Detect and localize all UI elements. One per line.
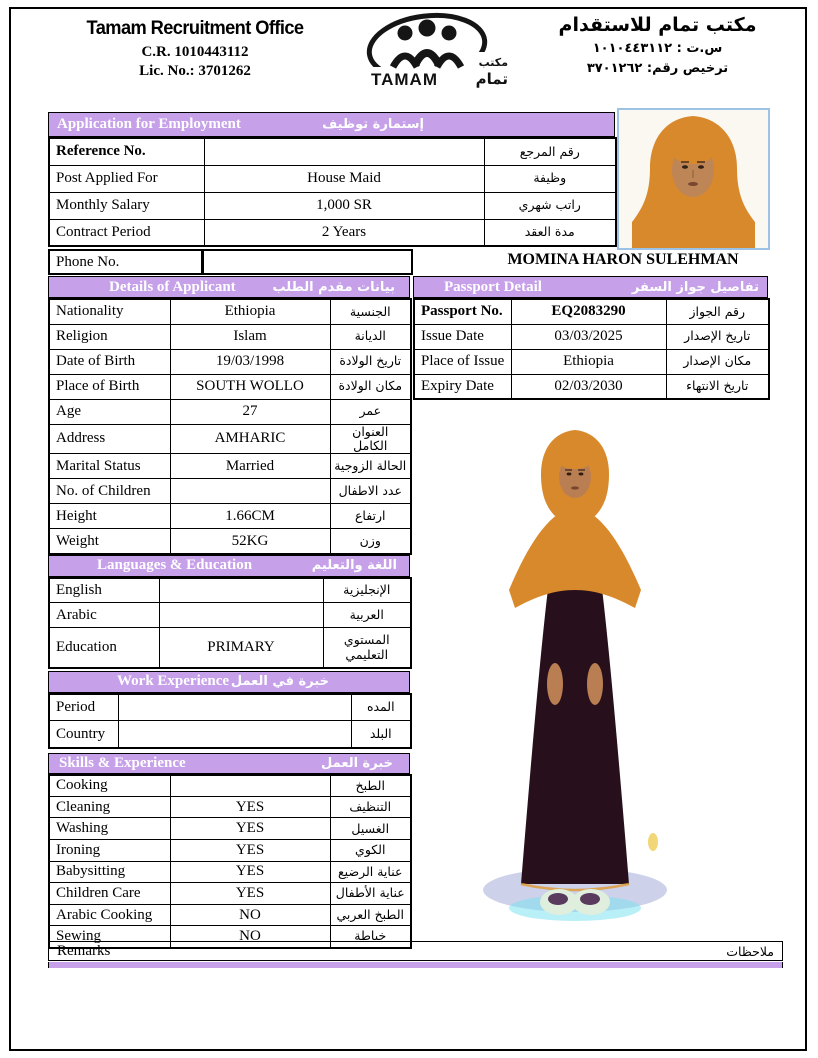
tamam-logo-icon [363,10,511,90]
row-label-arabic: وزن [330,529,411,554]
row-label: Monthly Salary [49,192,204,219]
section-header-application [48,112,615,137]
table-row [49,603,411,628]
letterhead-left [70,18,320,80]
row-label: Address [49,424,170,454]
row-value: 03/03/2025 [511,324,666,349]
row-value: Islam [170,324,330,349]
row-label: Cleaning [49,796,170,818]
logo-text-arabic-bottom: تمام [475,70,508,88]
table-row [49,904,411,926]
table-row [49,504,411,529]
license-number: Lic. No.: 3701262 [139,63,251,79]
row-label-arabic: مكان الإصدار [666,349,769,374]
table-row [49,299,411,324]
row-value: 2 Years [204,219,484,246]
table-row [49,399,411,424]
row-value: 27 [170,399,330,424]
row-value: 19/03/1998 [170,349,330,374]
letterhead-right [525,14,790,76]
row-label: Washing [49,818,170,840]
row-label-arabic: المده [351,694,411,721]
row-value: Ethiopia [170,299,330,324]
table-row [49,796,411,818]
section-title-arabic: إستمارة توظيف [322,117,424,132]
row-label-arabic: الطبخ [330,775,411,797]
languages-table [48,577,412,669]
table-row [49,694,411,721]
row-value [170,775,330,797]
row-label: Children Care [49,883,170,905]
row-label: Nationality [49,299,170,324]
remarks-label: Remarks [57,942,111,959]
applicant-full-body-photo [475,422,675,927]
section-title-arabic: تفاصيل جواز السفر [631,279,759,295]
row-label-arabic: الطبخ العربي [330,904,411,926]
row-value [159,578,323,603]
table-row [49,721,411,748]
row-label-arabic: راتب شهري [484,192,616,219]
row-label-arabic: مكان الولادة [330,374,411,399]
table-row [49,165,616,192]
section-title-arabic: خبرة العمل [321,755,393,771]
table-row [414,324,769,349]
row-label: Sewing [49,926,170,948]
row-label-arabic: رقم الجواز [666,299,769,324]
row-value: Married [170,454,330,479]
row-label: Weight [49,529,170,554]
row-value [118,694,351,721]
row-label-arabic: التنظيف [330,796,411,818]
table-row [49,840,411,862]
table-row [49,883,411,905]
application-section [48,112,615,247]
row-value: Ethiopia [511,349,666,374]
cr-number: C.R. 1010443112 [141,44,249,60]
row-value: YES [170,883,330,905]
section-header-languages [48,555,410,577]
row-label: Education [49,628,159,668]
row-label-arabic: عناية الرضيع [330,861,411,883]
row-value: YES [170,861,330,883]
row-value: NO [170,926,330,948]
table-row [49,454,411,479]
section-title: Skills & Experience [59,754,186,771]
section-title-arabic: خبرة في العمل [230,674,329,690]
remarks-row [48,941,783,961]
row-label-arabic: مدة العقد [484,219,616,246]
office-name-arabic: مكتب تمام للاستقدام [558,14,757,36]
row-label: Reference No. [49,138,204,165]
table-row [49,628,411,668]
row-value [204,138,484,165]
logo-text-arabic-top: مكتب [478,56,508,69]
row-label: Ironing [49,840,170,862]
row-label: Religion [49,324,170,349]
row-label: Expiry Date [414,374,511,399]
row-value: PRIMARY [159,628,323,668]
table-row [49,775,411,797]
row-label: Marital Status [49,454,170,479]
table-row [49,479,411,504]
row-label-arabic: عدد الاطفال [330,479,411,504]
row-label-arabic: تاريخ الانتهاء [666,374,769,399]
row-value: SOUTH WOLLO [170,374,330,399]
row-value: 02/03/2030 [511,374,666,399]
section-header-details [48,276,410,298]
logo-text: TAMAM [371,70,438,89]
row-label: Issue Date [414,324,511,349]
row-value: YES [170,818,330,840]
row-label: Height [49,504,170,529]
row-label: Contract Period [49,219,204,246]
table-row [49,349,411,374]
row-label-arabic: تاريخ الولادة [330,349,411,374]
row-value: House Maid [204,165,484,192]
table-row [49,192,616,219]
row-label-arabic: عمر [330,399,411,424]
table-row [49,529,411,554]
row-label-arabic: وظيفة [484,165,616,192]
bottom-accent-bar [48,962,783,968]
row-label-arabic: العنوان الكامل [330,424,411,454]
row-label: Cooking [49,775,170,797]
row-label: Country [49,721,118,748]
table-row [49,324,411,349]
row-label-arabic: العربية [323,603,411,628]
row-label: Age [49,399,170,424]
row-value [159,603,323,628]
remarks-label-arabic: ملاحظات [726,943,774,959]
section-title: Languages & Education [97,557,253,574]
table-row [414,374,769,399]
row-value: AMHARIC [170,424,330,454]
row-value: EQ2083290 [511,299,666,324]
row-value: 52KG [170,529,330,554]
work-experience-table [48,693,412,749]
applicant-portrait-photo [617,108,770,250]
left-column [48,276,410,949]
table-row [49,374,411,399]
row-label: Babysitting [49,861,170,883]
passport-section [413,276,768,400]
row-label-arabic: رقم المرجع [484,138,616,165]
row-value: NO [170,904,330,926]
row-label-arabic: الديانة [330,324,411,349]
section-header-work-experience [48,671,410,693]
row-label-arabic: المستوي التعليمي [323,628,411,668]
row-label: Place of Birth [49,374,170,399]
row-label: No. of Children [49,479,170,504]
row-label: English [49,578,159,603]
skills-table [48,774,412,949]
row-label-arabic: الإنجليزية [323,578,411,603]
table-row [414,299,769,324]
license-number-arabic: ترخيص رقم: ٣٧٠١٢٦٢ [586,61,729,76]
section-header-skills [48,753,410,774]
row-label: Arabic [49,603,159,628]
section-title-arabic: اللغة والتعليم [311,558,397,574]
row-label-arabic: الجنسية [330,299,411,324]
row-value [170,479,330,504]
row-label: Arabic Cooking [49,904,170,926]
row-label-arabic: البلد [351,721,411,748]
row-label-arabic: الغسيل [330,818,411,840]
section-title: Passport Detail [444,278,542,295]
row-label: Passport No. [414,299,511,324]
table-row [49,578,411,603]
section-title: Details of Applicant [109,278,236,295]
row-label: Place of Issue [414,349,511,374]
row-label: Date of Birth [49,349,170,374]
row-label-arabic: عناية الأطفال [330,883,411,905]
phone-value [203,249,413,275]
section-title-arabic: بيانات مقدم الطلب [272,279,395,295]
section-header-passport [413,276,768,298]
section-title: Application for Employment [57,116,241,132]
table-row [49,219,616,246]
row-label-arabic: الحالة الزوجية [330,454,411,479]
row-label: Post Applied For [49,165,204,192]
row-label-arabic: الكوي [330,840,411,862]
row-label-arabic: ارتفاع [330,504,411,529]
row-value: YES [170,840,330,862]
phone-label: Phone No. [48,249,203,275]
row-label: Period [49,694,118,721]
row-label-arabic: تاريخ الإصدار [666,324,769,349]
row-label-arabic: خياطة [330,926,411,948]
row-value [118,721,351,748]
section-title: Work Experience [117,673,230,690]
row-value: 1,000 SR [204,192,484,219]
cr-number-arabic: س.ت : ١٠١٠٤٤٣١١٢ [592,41,723,56]
phone-row [48,249,413,275]
table-row [49,818,411,840]
table-row [49,138,616,165]
details-table [48,298,412,555]
table-row [49,424,411,454]
row-value: YES [170,796,330,818]
applicant-name: MOMINA HARON SULEHMAN [507,251,739,268]
row-value: 1.66CM [170,504,330,529]
table-row [414,349,769,374]
passport-table [413,298,770,400]
office-name: Tamam Recruitment Office [86,18,304,39]
application-table [48,137,617,247]
table-row [49,861,411,883]
